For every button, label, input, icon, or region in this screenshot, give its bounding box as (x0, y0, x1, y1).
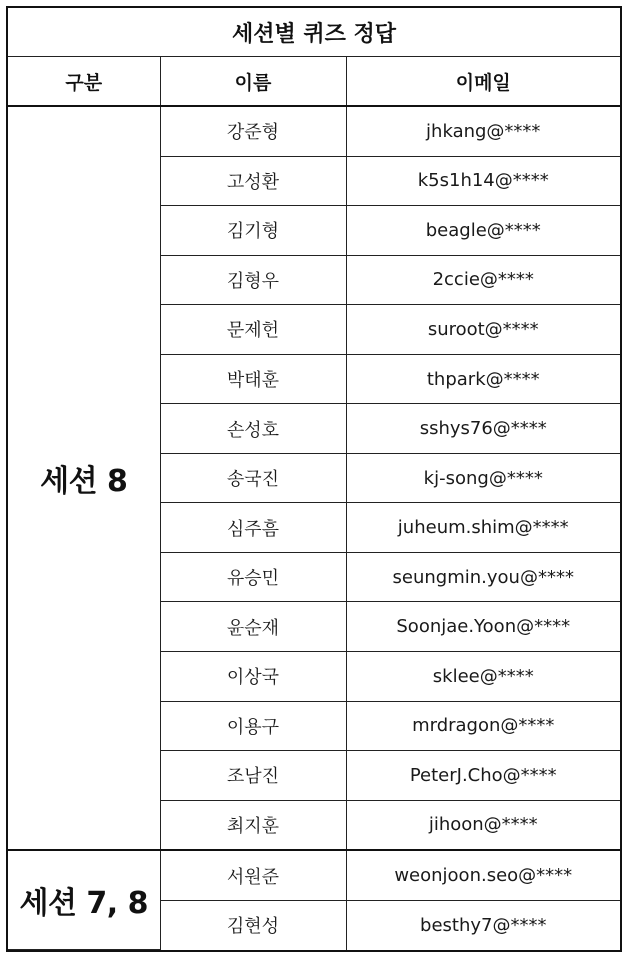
quiz-answer-table (8, 8, 620, 950)
name-cell: 고성환 (160, 156, 346, 206)
name-cell: 김형우 (160, 255, 346, 305)
name-cell: 문제헌 (160, 305, 346, 355)
email-cell: thpark@**** (346, 354, 620, 404)
email-cell: suroot@**** (346, 305, 620, 355)
table-row (8, 850, 620, 900)
email-cell: PeterJ.Cho@**** (346, 751, 620, 801)
email-cell: sklee@**** (346, 652, 620, 702)
name-cell: 심주흠 (160, 503, 346, 553)
email-cell: kj-song@**** (346, 453, 620, 503)
email-cell: juheum.shim@**** (346, 503, 620, 553)
name-cell: 강준형 (160, 106, 346, 156)
name-cell: 윤순재 (160, 602, 346, 652)
email-cell: besthy7@**** (346, 900, 620, 949)
quiz-answer-sheet (6, 6, 622, 952)
email-cell: sshys76@**** (346, 404, 620, 454)
name-cell: 유승민 (160, 552, 346, 602)
email-cell: jhkang@**** (346, 106, 620, 156)
name-cell: 박태훈 (160, 354, 346, 404)
email-cell: Soonjae.Yoon@**** (346, 602, 620, 652)
group-label-session-7-8: 세션 7, 8 (8, 850, 160, 949)
email-cell: beagle@**** (346, 206, 620, 256)
email-cell: 2ccie@**** (346, 255, 620, 305)
name-cell: 서원준 (160, 850, 346, 900)
name-cell: 이용구 (160, 701, 346, 751)
email-cell: weonjoon.seo@**** (346, 850, 620, 900)
table-title: 세션별 퀴즈 정답 (8, 8, 620, 57)
email-cell: mrdragon@**** (346, 701, 620, 751)
header-row (8, 57, 620, 107)
name-cell: 조남진 (160, 751, 346, 801)
table-body (8, 106, 620, 950)
name-cell: 김현성 (160, 900, 346, 949)
name-cell: 손성호 (160, 404, 346, 454)
group-label-session-8: 세션 8 (8, 106, 160, 850)
column-header-email: 이메일 (346, 57, 620, 107)
name-cell: 김기형 (160, 206, 346, 256)
table-row (8, 106, 620, 156)
email-cell: k5s1h14@**** (346, 156, 620, 206)
email-cell: seungmin.you@**** (346, 552, 620, 602)
column-header-name: 이름 (160, 57, 346, 107)
name-cell: 송국진 (160, 453, 346, 503)
name-cell: 이상국 (160, 652, 346, 702)
title-row (8, 8, 620, 57)
email-cell: jihoon@**** (346, 800, 620, 850)
name-cell: 최지훈 (160, 800, 346, 850)
column-header-group: 구분 (8, 57, 160, 107)
